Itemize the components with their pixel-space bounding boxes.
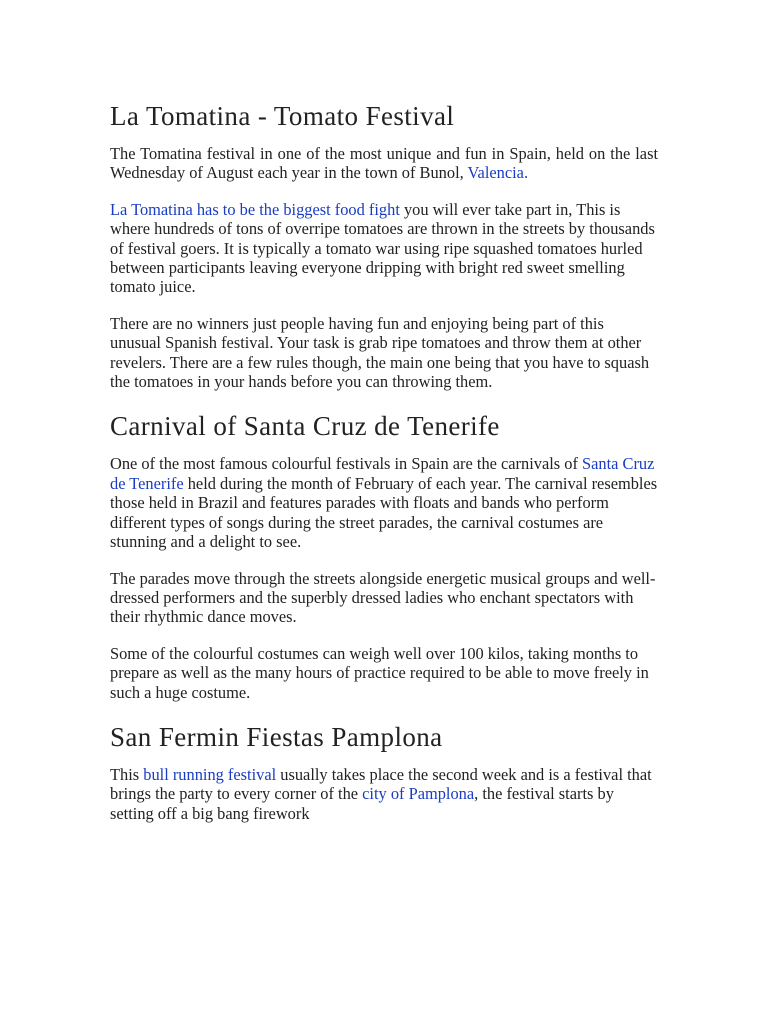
valencia-link[interactable]: Valencia.	[467, 163, 529, 183]
paragraph	[110, 765, 658, 823]
paragraph-text: held during the month of February of each year. The carnival resembles those held in Brazil and features parades with floats and bands who perform different types of songs during the street parades, the carnival costumes are stunning and a delight to see.	[110, 473, 658, 552]
bull-running-festival-link[interactable]: bull running festival	[143, 764, 277, 784]
document-page	[110, 98, 658, 840]
paragraph-text: Some of the colourful costumes can weigh well over 100 kilos, taking months to prepare as well as the many hours of practice required to be able to move freely in such a huge costume.	[110, 643, 649, 702]
paragraph	[110, 144, 658, 183]
section-title: La Tomatina - Tomato Festival	[110, 101, 455, 131]
paragraph	[110, 569, 658, 627]
paragraph-text: One of the most famous colourful festivals in Spain are the carnivals of	[110, 454, 583, 474]
section-la-tomatina	[110, 98, 658, 391]
paragraph	[110, 454, 658, 551]
paragraph-text: usually takes place the second week and is a festival that brings the party to every corner of the	[110, 764, 652, 804]
paragraph-text: This	[110, 764, 144, 784]
city-of-pamplona-link[interactable]: city of Pamplona	[362, 784, 475, 804]
paragraph-text: The parades move through the streets alongside energetic musical groups and well-dressed performers and the superbly dressed ladies who enchant spectators with their rhythmic dance moves.	[110, 568, 656, 627]
paragraph-text: , the festival starts by setting off a big bang firework	[110, 784, 614, 823]
section-san-fermin	[110, 719, 658, 823]
santa-cruz-link[interactable]: Santa Cruz de Tenerife	[110, 454, 655, 493]
section-carnival-tenerife	[110, 408, 658, 701]
paragraph-text: The Tomatina festival in one of the most unique and fun in Spain, held on the last Wednesday of August each year in the town of Bunol,	[110, 144, 658, 183]
biggest-food-fight-link[interactable]: La Tomatina has to be the biggest food fight	[110, 199, 400, 219]
section-title: Carnival of Santa Cruz de Tenerife	[110, 411, 500, 442]
paragraph	[110, 200, 658, 297]
section-title: San Fermin Fiestas Pamplona	[110, 721, 443, 752]
paragraph	[110, 314, 658, 392]
paragraph-text: you will ever take part in, This is where hundreds of tons of overripe tomatoes are thrown in the streets by thousands of festival goers. It is typically a tomato war using ripe squashed tomatoes hurled between participants leaving everyone dripping with bright red sweet smelling tomato juice.	[110, 199, 655, 297]
paragraph	[110, 644, 658, 702]
paragraph-text: There are no winners just people having fun and enjoying being part of this unusual Spanish festival. Your task is grab ripe tomatoes and throw them at other revelers. There are a few rules though, the main one being that you have to squash the tomatoes in your hands before you can throwing them.	[110, 313, 650, 392]
